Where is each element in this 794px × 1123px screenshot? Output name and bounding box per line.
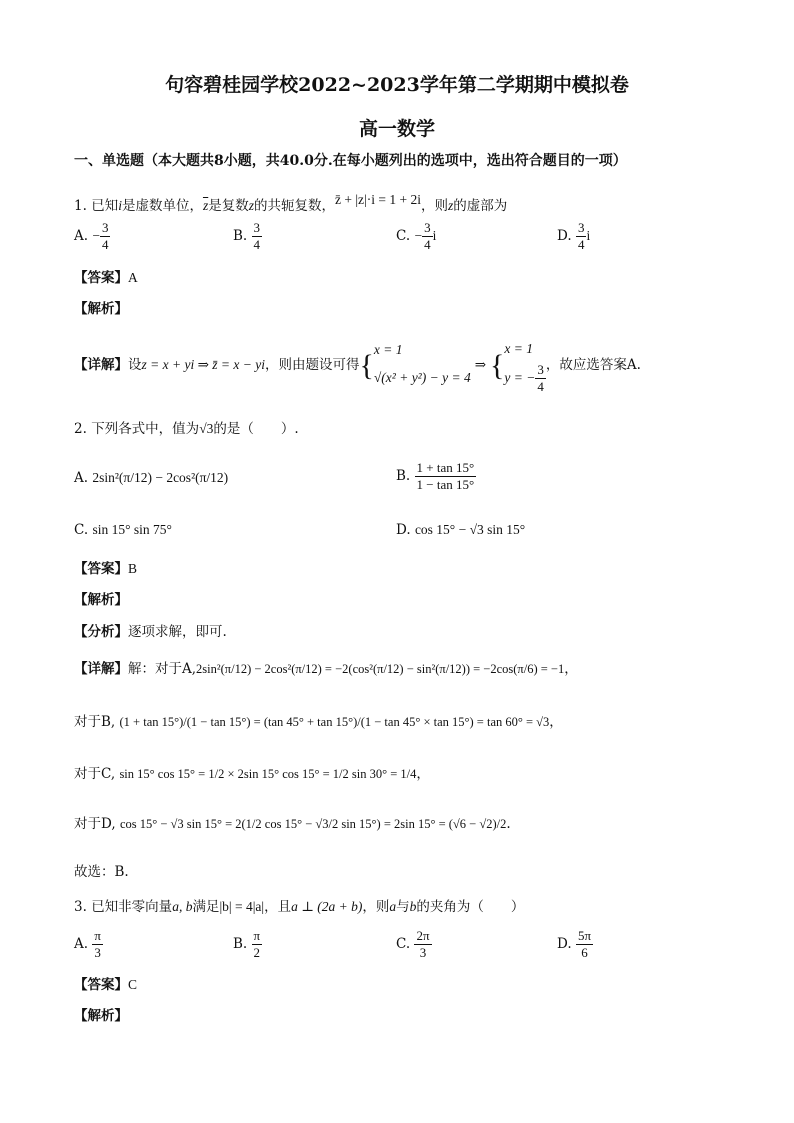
fraction-denominator: 4 — [537, 379, 544, 394]
option-letter: C. — [74, 522, 89, 538]
q3-vector-a: a — [389, 899, 397, 914]
option-fraction — [576, 928, 593, 961]
option-tail: i — [432, 228, 437, 243]
q1-stem-text: 是复数 — [208, 198, 249, 214]
system-1-top: x = 1 — [373, 342, 403, 357]
q2-stem — [74, 417, 299, 437]
q3-option-c — [396, 928, 432, 961]
answer-label: 【答案】 — [74, 561, 128, 577]
option-fraction — [422, 220, 433, 253]
fraction-numerator: π — [253, 928, 261, 943]
answer-value: A — [128, 270, 138, 285]
option-tail: i — [586, 228, 591, 243]
q3-option-b — [233, 928, 262, 961]
q2-option-c — [74, 522, 172, 538]
q3-stem-text: ，则 — [362, 899, 390, 915]
detail-text: 对于B, — [74, 714, 116, 730]
q1-number: 1. — [74, 198, 87, 214]
q1-stem — [74, 194, 507, 214]
option-letter: D. — [557, 228, 572, 244]
fraction-numerator: 1 + tan 15° — [416, 460, 475, 475]
q3-stem-text: 的夹角为（ ） — [416, 899, 525, 915]
fraction-denominator: 4 — [101, 237, 109, 252]
option-letter: D. — [396, 522, 411, 538]
option-letter: D. — [557, 936, 572, 952]
system-1 — [374, 336, 471, 392]
option-sign: − — [92, 228, 100, 243]
option-fraction — [252, 928, 263, 961]
q1-option-d — [557, 220, 590, 253]
fraction-denominator: 6 — [581, 945, 588, 960]
option-fraction — [414, 928, 431, 961]
q1-option-c — [396, 220, 436, 253]
q1-imag-unit: i — [118, 198, 122, 213]
q2-stem-text: 的是（ ）. — [213, 421, 299, 437]
detail-text: ，故应选答案A. — [545, 357, 641, 373]
q3-option-a — [74, 928, 103, 961]
q1-answer — [74, 266, 138, 286]
system-2 — [504, 336, 545, 395]
option-expression: sin 15° sin 75° — [92, 522, 172, 537]
fraction-denominator: 3 — [94, 945, 101, 960]
q2-detail-b: 对于B, (1 + tan 15°)/(1 − tan 15°) = (tan 45° + tan 15°)/(1 − tan 45° × tan 15°) = tan 60° = √3， — [74, 714, 563, 730]
option-expression: cos 15° − √3 sin 15° — [414, 522, 526, 537]
fraction-denominator: 4 — [253, 237, 261, 252]
answer-value: B — [128, 561, 138, 576]
option-letter: A. — [74, 470, 89, 486]
detail-equation: z = x + yi ⇒ z̄ = x − yi — [141, 357, 265, 372]
option-letter: C. — [396, 228, 411, 244]
q1-equation: z̄ + |z|·i = 1 + 2i — [334, 192, 421, 207]
q3-stem-text: 满足 — [192, 899, 220, 915]
detail-text: 对于D, — [74, 816, 116, 832]
q2-option-d — [396, 522, 525, 538]
detail-equation: (1 + tan 15°)/(1 − tan 15°) = (tan 45° + tan 15°)/(1 − tan 45° × tan 15°) = tan 60° = √3 — [119, 715, 550, 729]
q2-value: √3 — [199, 421, 214, 436]
q3-stem-text: 已知非零向量 — [91, 899, 173, 915]
q1-stem-text: ，则 — [420, 198, 448, 214]
fraction-numerator: 3 — [101, 220, 109, 235]
option-fraction — [92, 928, 103, 961]
q3-equation: |b| = 4|a| — [219, 899, 265, 914]
detail-equation: cos 15° − √3 sin 15° = 2(1/2 cos 15° − √3/2 sin 15°) = 2sin 15° = (√6 − √2)/2 — [119, 817, 507, 831]
option-letter: B. — [233, 228, 248, 244]
answer-label: 【答案】 — [74, 977, 128, 993]
option-fraction — [576, 220, 587, 253]
system-2-top: x = 1 — [504, 341, 534, 356]
q3-number: 3. — [74, 899, 87, 915]
q1-zbar: $\overline{z}$ — [202, 198, 209, 213]
q2-stem-text: 下列各式中，值为 — [91, 421, 200, 437]
option-sign: − — [414, 228, 423, 243]
option-expression: 2sin²(π/12) − 2cos²(π/12) — [92, 470, 229, 485]
fraction-numerator: 3 — [577, 220, 585, 235]
option-fraction — [100, 220, 111, 253]
option-letter: C. — [396, 936, 411, 952]
fenxi-label: 【分析】 — [74, 624, 128, 640]
system-2-bottom: y = − — [504, 370, 536, 385]
detail-text: 对于C, — [74, 766, 116, 782]
q2-option-b — [396, 460, 476, 493]
fraction-denominator: 4 — [577, 237, 585, 252]
q2-detail-d: 对于D, cos 15° − √3 sin 15° = 2(1/2 cos 15° − √3/2 sin 15°) = 2sin 15° = (√6 − √2)/2. — [74, 816, 511, 832]
q1-z: z — [248, 198, 254, 213]
q2-analysis-label: 【解析】 — [74, 592, 128, 608]
q1-analysis-label: 【解析】 — [74, 301, 128, 317]
q3-stem-text: ，且 — [264, 899, 292, 915]
page-subtitle: 高一数学 — [358, 118, 435, 140]
answer-value: C — [128, 977, 138, 992]
q3-answer — [74, 973, 137, 993]
q1-stem-text: 已知 — [91, 198, 119, 214]
fraction-denominator: 3 — [419, 945, 427, 960]
q1-z: z — [447, 198, 454, 213]
fraction-numerator: 3 — [537, 362, 544, 377]
system-1-bottom: √(x² + y²) − y = 4 — [373, 370, 471, 385]
answer-label: 【答案】 — [74, 270, 128, 286]
fraction-denominator: 2 — [253, 945, 261, 960]
fraction-denominator: 4 — [424, 237, 431, 252]
q1-stem-text: 的虚部为 — [453, 198, 508, 214]
option-letter: B. — [233, 936, 248, 952]
q2-number: 2. — [74, 421, 87, 437]
q2-detail-c: 对于C, sin 15° cos 15° = 1/2 × 2sin 15° cos 15° = 1/2 sin 30° = 1/4， — [74, 766, 430, 782]
q2-option-a — [74, 470, 228, 486]
q3-vectors: a, b — [172, 899, 193, 914]
q1-stem-text: 是虚数单位， — [121, 198, 203, 214]
detail-text: 设 — [128, 357, 142, 373]
q2-fenxi — [74, 620, 227, 640]
detail-label: 【详解】 — [74, 661, 128, 677]
fenxi-text: 逐项求解，即可. — [128, 624, 227, 640]
q3-equation: a ⊥ (2a + b) — [291, 899, 363, 914]
detail-equation: sin 15° cos 15° = 1/2 × 2sin 15° cos 15° = 1/2 sin 30° = 1/4 — [119, 767, 417, 781]
q2-answer — [74, 557, 137, 577]
q3-vector-b: b — [409, 899, 417, 914]
detail-equation: 2sin²(π/12) − 2cos²(π/12) = −2(cos²(π/12) − sin²(π/12)) = −2cos(π/6) = −1 — [196, 662, 565, 676]
detail-text: 解：对于A, — [128, 661, 197, 677]
q2-detail-a: 【详解】解：对于A,2sin²(π/12) − 2cos²(π/12) = −2(cos²(π/12) − sin²(π/12)) = −2cos(π/6) = −1， — [74, 661, 578, 677]
detail-text: ，则由题设可得 — [264, 357, 360, 373]
fraction-numerator: 3 — [424, 220, 431, 235]
q1-stem-text: 的共轭复数， — [253, 198, 335, 214]
fraction-numerator: 3 — [253, 220, 261, 235]
q1-detail: 【详解】设z = x + yi ⇒ z̄ = x − yi，则由题设可得{ x = 1 √(x² + y²) − y = 4 ⇒ { x = 1 y = − $\frac{3}{4}$ ，故应选答案A. — [74, 336, 641, 395]
page-title: 句容碧桂园学校2022~2023学年第二学期期中模拟卷 — [165, 74, 629, 96]
q1-option-b — [233, 220, 262, 253]
fraction-denominator: 1 − tan 15° — [416, 477, 475, 492]
section-heading: 一、单选题（本大题共8小题，共40.0分.在每小题列出的选项中，选出符合题目的一项） — [74, 153, 627, 169]
option-letter: A. — [74, 936, 89, 952]
option-letter: B. — [396, 468, 411, 484]
q3-stem-text: 与 — [396, 899, 410, 915]
fraction-numerator: π — [94, 928, 101, 943]
option-fraction — [415, 460, 477, 493]
detail-label: 【详解】 — [74, 357, 128, 373]
q3-stem — [74, 895, 524, 915]
q2-choose: 故选：B. — [74, 864, 129, 880]
q3-analysis-label: 【解析】 — [74, 1008, 128, 1024]
fraction-numerator: 2π — [416, 928, 430, 943]
q1-option-a — [74, 220, 110, 253]
option-fraction — [252, 220, 263, 253]
option-letter: A. — [74, 228, 89, 244]
q3-option-d — [557, 928, 593, 961]
system-2-fraction — [535, 362, 546, 395]
fraction-numerator: 5π — [577, 928, 592, 943]
